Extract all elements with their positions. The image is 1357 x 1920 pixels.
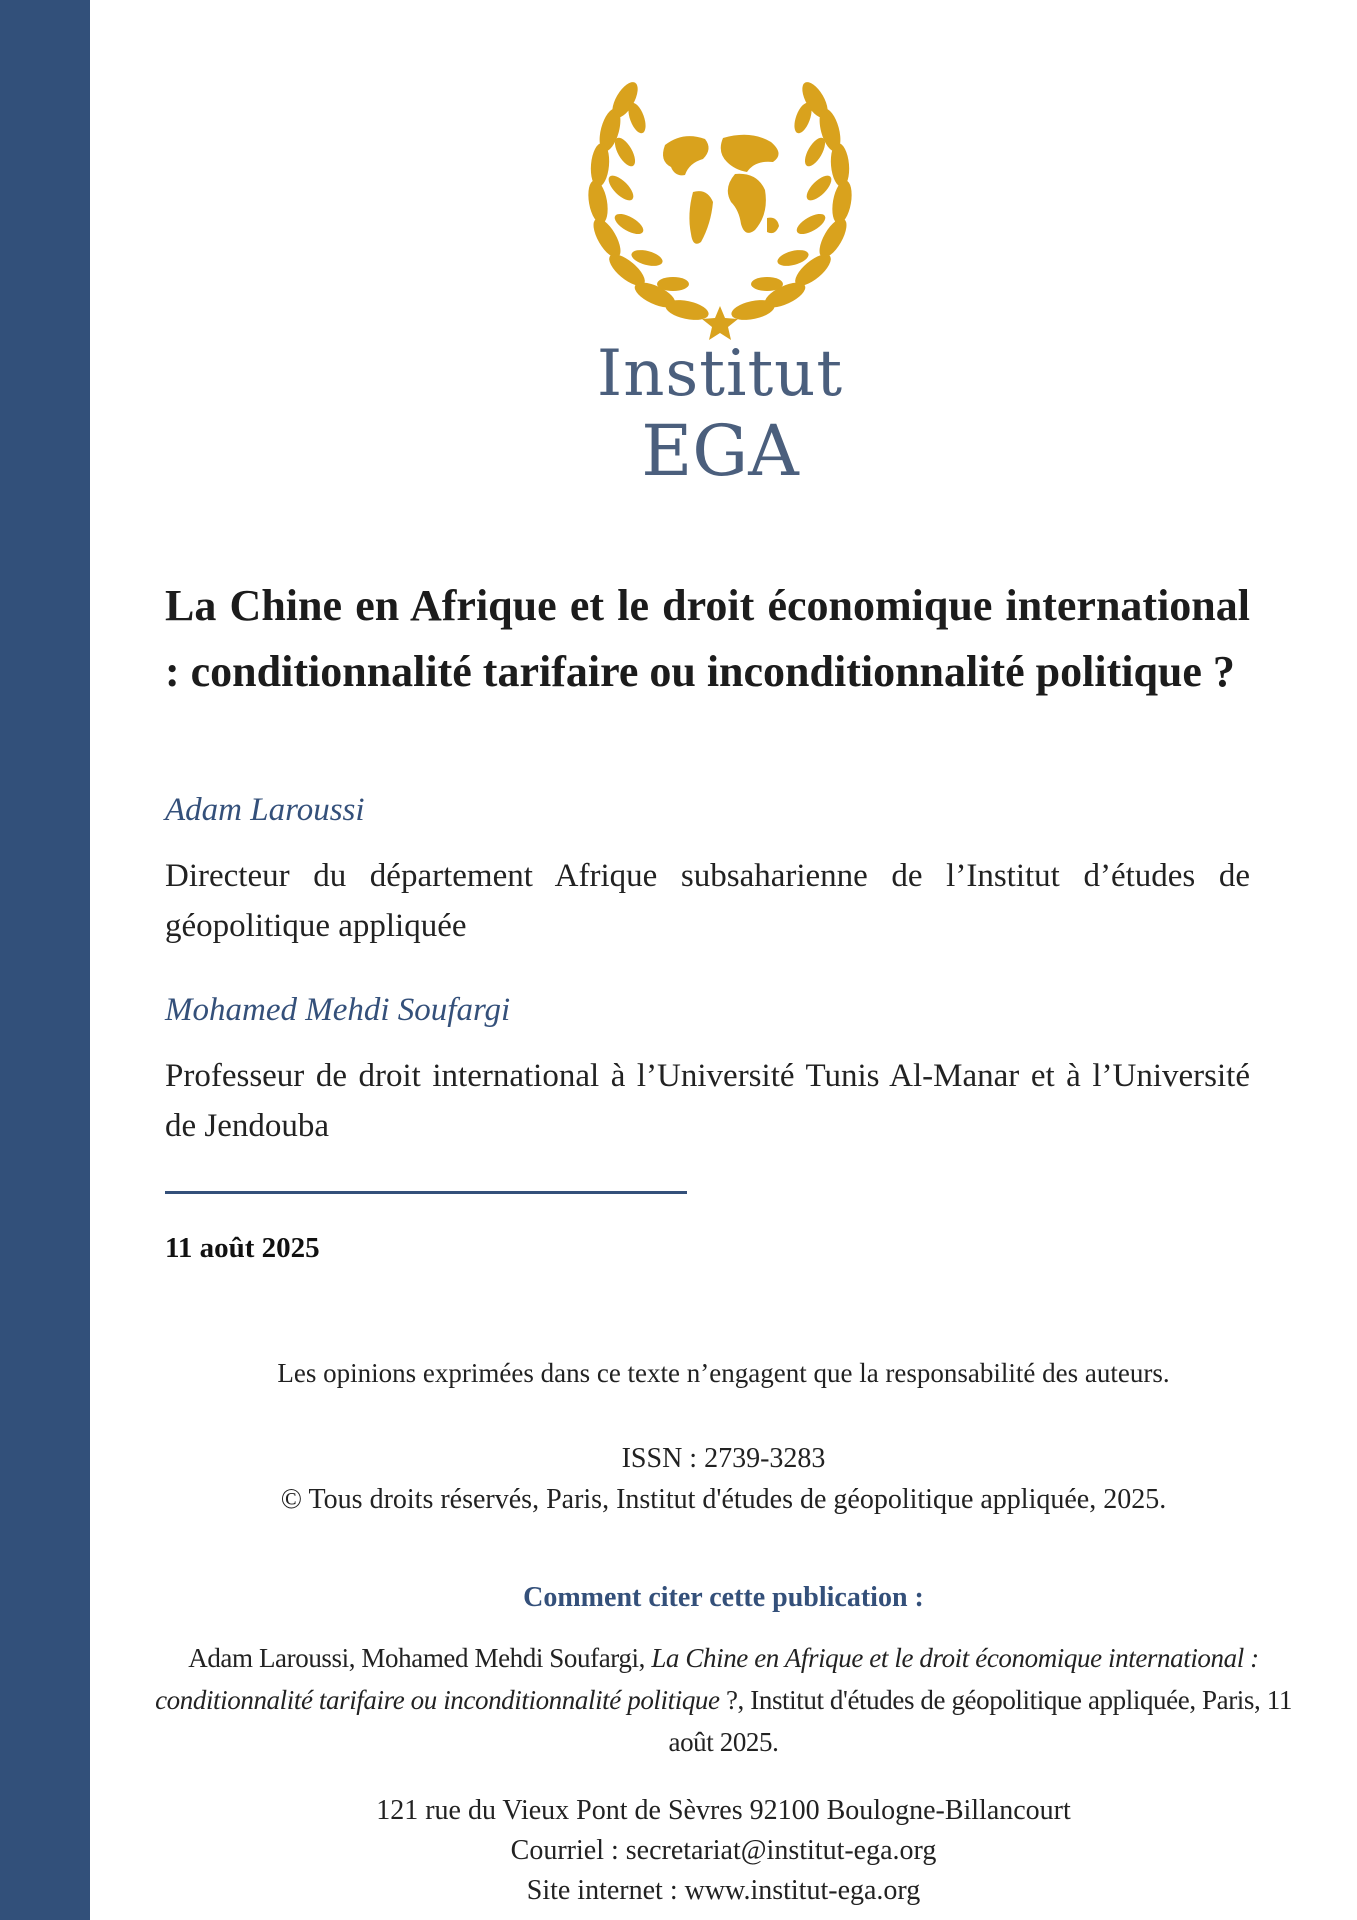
sidebar-band bbox=[0, 0, 90, 1920]
divider bbox=[165, 1191, 687, 1194]
laurel-globe-icon bbox=[555, 70, 885, 340]
logo-text-ega: EGA bbox=[641, 410, 799, 492]
contact-email[interactable]: Courriel : secretariat@institut-ega.org bbox=[510, 1835, 937, 1866]
logo-text-institut: Institut bbox=[596, 337, 844, 411]
disclaimer: Les opinions exprimées dans ce texte n’engagent que la responsabilité des auteurs. bbox=[277, 1358, 1170, 1388]
author-affiliation-2: Professeur de droit international à l’Université Tunis Al-Manar et à l’Université de Jendouba bbox=[165, 1058, 1250, 1144]
publication-date: 11 août 2025 bbox=[165, 1232, 320, 1264]
citation-title: La Chine en Afrique et le droit économique international : conditionnalité tarifaire ou inconditionnalité politique bbox=[155, 1643, 1259, 1715]
citation-heading: Comment citer cette publication : bbox=[523, 1582, 924, 1613]
citation-rest: ?, Institut d'études de géopolitique appliquée, Paris, 11 août 2025. bbox=[668, 1685, 1292, 1757]
copyright: © Tous droits réservés, Paris, Institut d'études de géopolitique appliquée, 2025. bbox=[280, 1484, 1167, 1515]
institute-logo bbox=[555, 70, 885, 490]
citation-text bbox=[130, 1637, 1317, 1763]
author-name-2: Mohamed Mehdi Soufargi bbox=[165, 992, 511, 1028]
issn: ISSN : 2739-3283 bbox=[621, 1443, 826, 1474]
citation-authors: Adam Laroussi, Mohamed Mehdi Soufargi, bbox=[188, 1643, 652, 1673]
author-name-1: Adam Laroussi bbox=[165, 792, 365, 828]
contact-website[interactable]: Site internet : www.institut-ega.org bbox=[526, 1875, 921, 1906]
author-affiliation-1: Directeur du département Afrique subsaharienne de l’Institut d’études de géopolitique appliquée bbox=[165, 858, 1250, 944]
contact-address: 121 rue du Vieux Pont de Sèvres 92100 Boulogne-Billancourt bbox=[376, 1795, 1071, 1826]
document-title: La Chine en Afrique et le droit économique international : conditionnalité tarifaire ou inconditionnalité politique ? bbox=[165, 581, 1250, 696]
